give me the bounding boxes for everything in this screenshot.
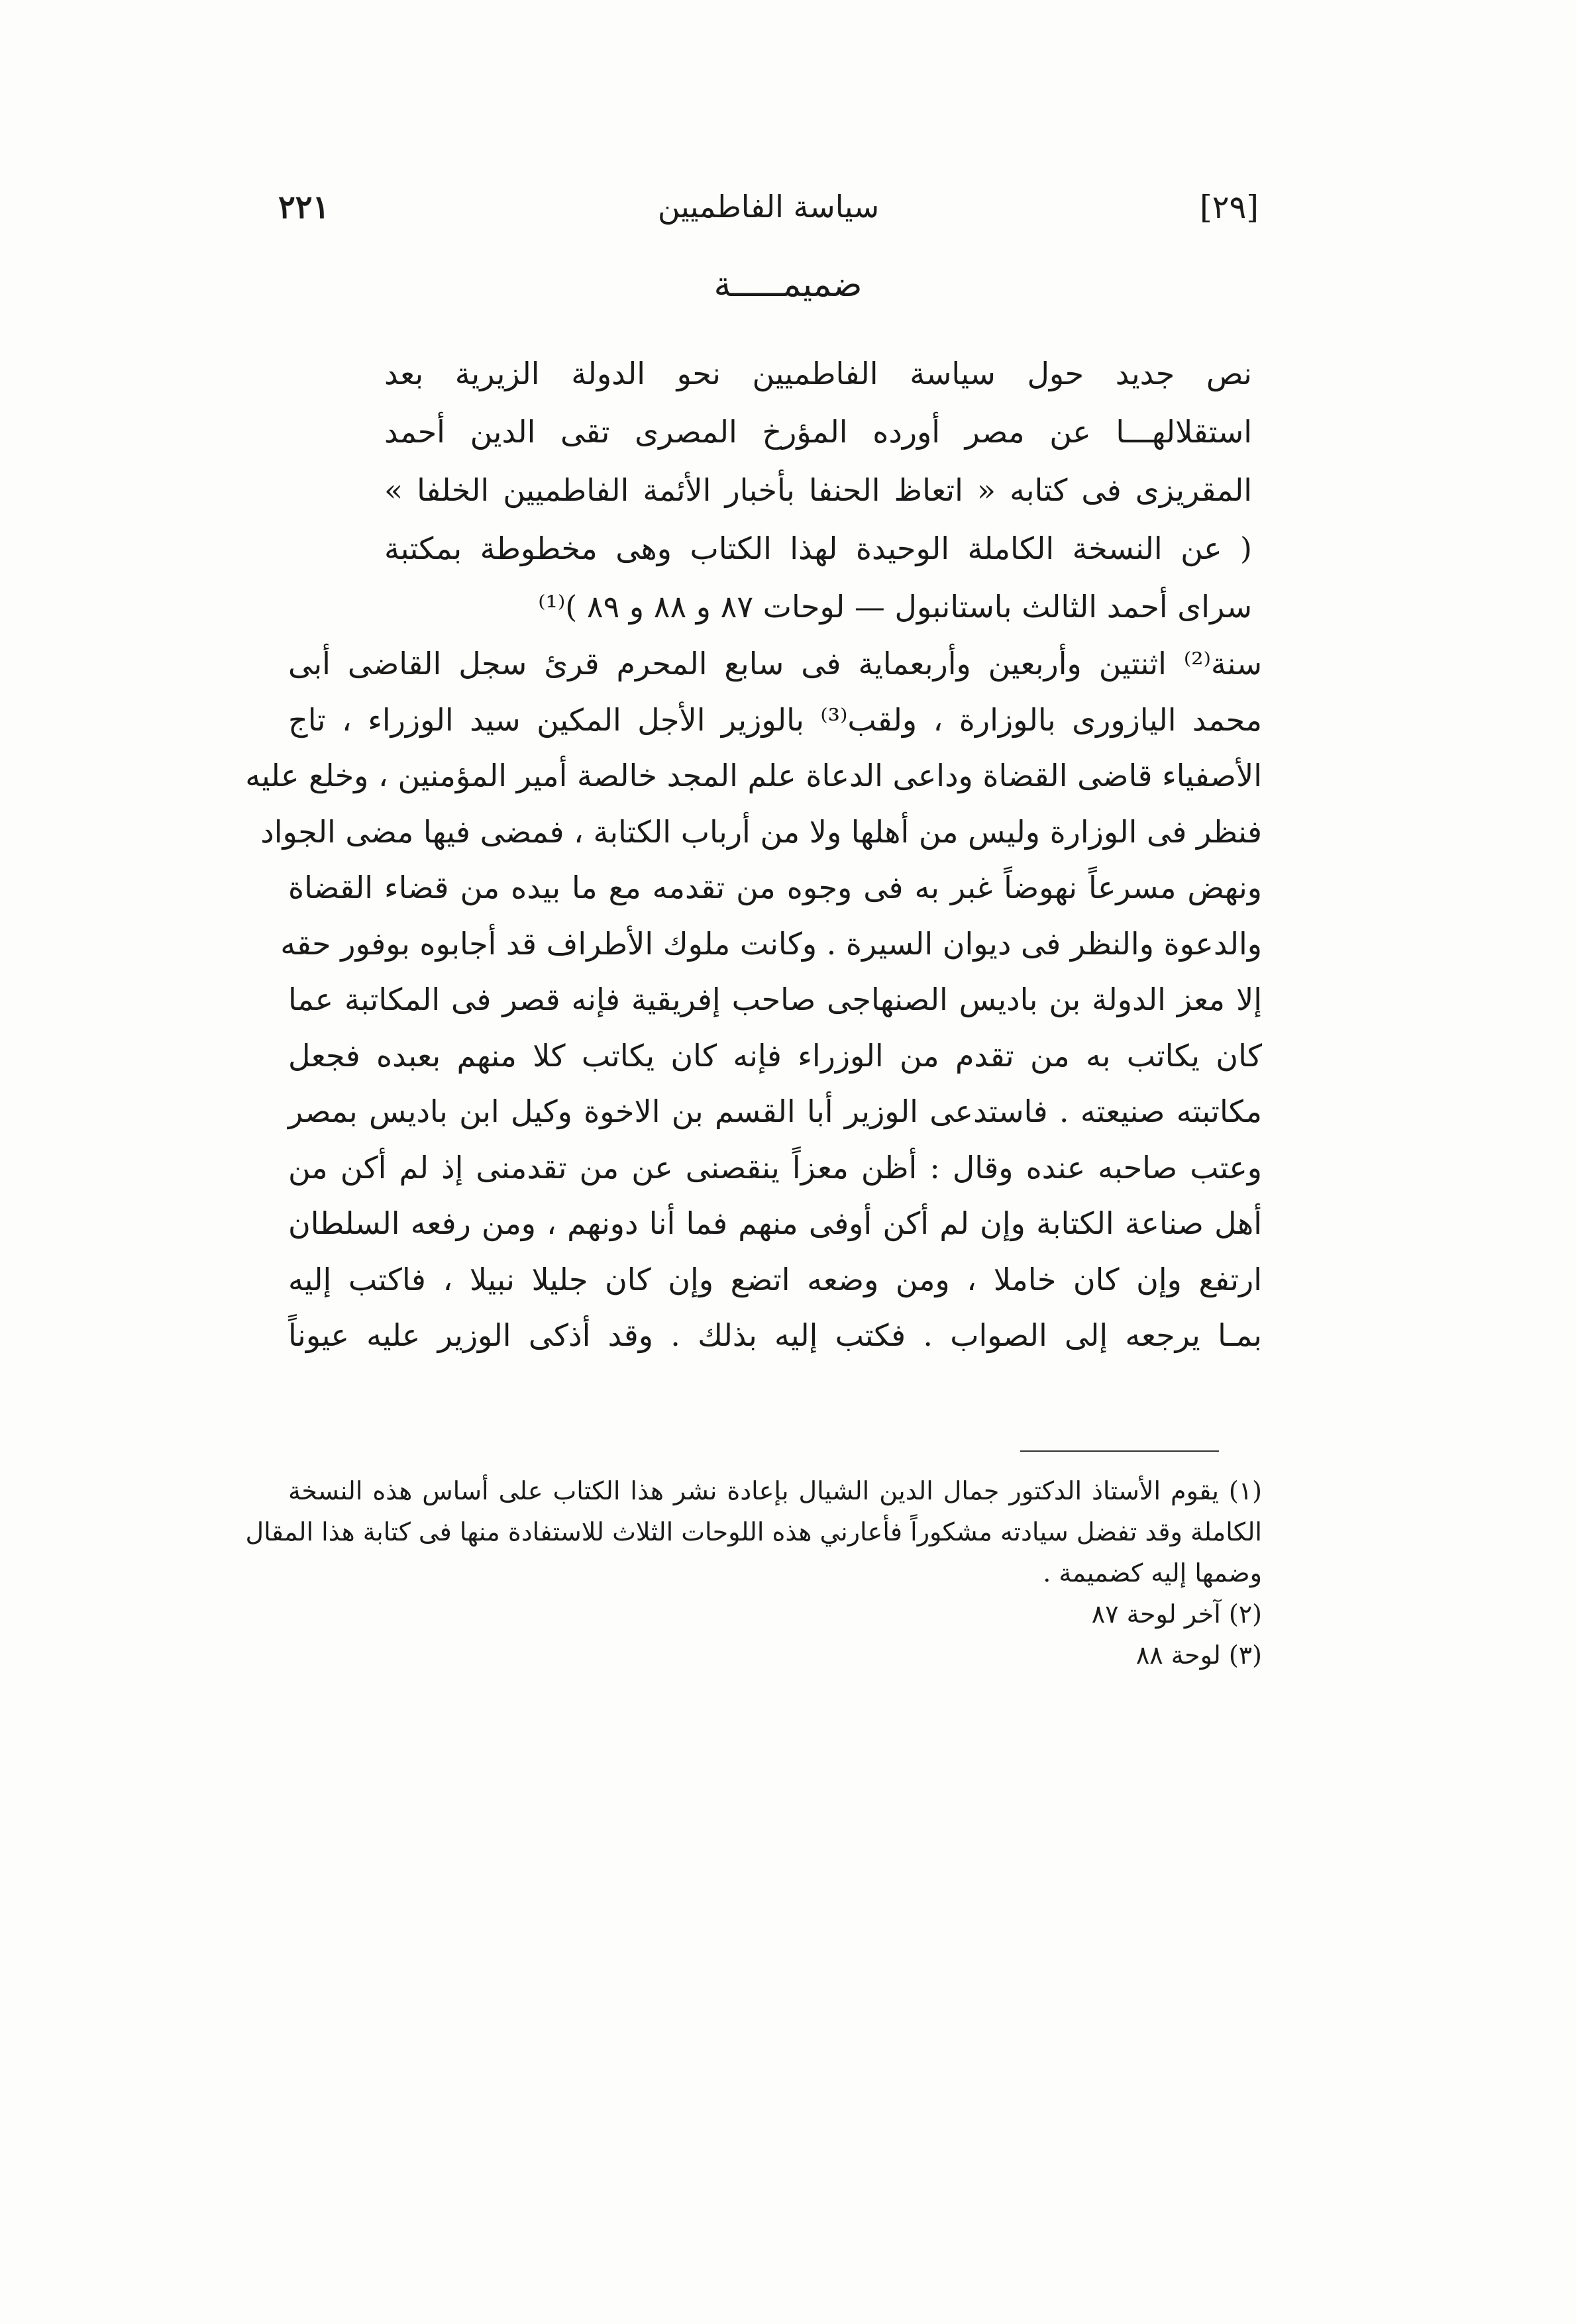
body-line: كان يكاتب به من تقدم من الوزراء فإنه كان يكاتب كلا منهم بعبده فجعل: [288, 1037, 1262, 1074]
intro-line: سراى أحمد الثالث باستانبول — لوحات ٨٧ و ٨٨ و ٨٩ )⁽¹⁾: [538, 589, 1252, 625]
body-line: إلا معز الدولة بن باديس الصنهاجى صاحب إفريقية فإنه قصر فى المكاتبة عما: [288, 982, 1262, 1017]
body-line: ونهض مسرعاً نهوضاً غبر به فى وجوه من تقدمه مع ما بيده من قضاء القضاة: [288, 870, 1262, 905]
folio-bracket: [٢٩]: [1199, 189, 1259, 226]
body-line: أهل صناعة الكتابة وإن لم أكن أوفى منهم فما أنا دونهم ، ومن رفعه السلطان: [288, 1205, 1262, 1241]
footnotes: [245, 1470, 1262, 1676]
intro-line: استقلالهـــا عن مصر أورده المؤرخ المصرى تقى الدين أحمد: [384, 414, 1252, 450]
body-line: الأصفياء قاضى القضاة وداعى الدعاة علم المجد خالصة أمير المؤمنين ، وخلع عليه: [245, 758, 1262, 793]
intro-line: نص جديد حول سياسة الفاطميين نحو الدولة الزيرية بعد: [384, 356, 1252, 391]
footnote-line: الكاملة وقد تفضل سيادته مشكوراً فأعارني هذه اللوحات الثلاث للاستفادة منها فى كتابة هذا المقال: [245, 1517, 1262, 1546]
intro-line: المقريزى فى كتابه « اتعاظ الحنفا بأخبار الأئمة الفاطميين الخلفا »: [384, 472, 1252, 508]
body-text: [245, 636, 1263, 1364]
page-header: [278, 189, 1259, 242]
footnote-line: وضمها إليه كضميمة .: [1043, 1558, 1262, 1588]
body-line: والدعوة والنظر فى ديوان السيرة . وكانت ملوك الأطراف قد أجابوه بوفور حقه: [280, 925, 1262, 962]
body-line: ارتفع وإن كان خاملا ، ومن وضعه اتضع وإن كان جليلا نبيلا ، فاكتب إليه: [288, 1261, 1262, 1297]
footnote-line: (٣) لوحة ٨٨: [1135, 1641, 1262, 1670]
intro-line: ( عن النسخة الكاملة الوحيدة لهذا الكتاب وهى مخطوطة بمكتبة: [384, 530, 1252, 566]
body-line: مكاتبته صنيعته . فاستدعى الوزير أبا القسم بن الاخوة وكيل ابن باديس بمصر: [288, 1093, 1262, 1129]
body-line: سنة⁽²⁾ اثنتين وأربعين وأربعماية فى سابع المحرم قرئ سجل القاضى أبى: [288, 646, 1262, 682]
footnote-line: (٢) آخر لوحة ٨٧: [1091, 1599, 1262, 1629]
body-line: محمد اليازورى بالوزارة ، ولقب⁽³⁾ بالوزير الأجل المكين سيد الوزراء ، تاج: [288, 701, 1263, 738]
appendix-title: ضميمـــــة: [713, 265, 863, 305]
body-line: بمـا يرجعه إلى الصواب . فكتب إليه بذلك . وقد أذكى الوزير عليه عيوناً: [288, 1317, 1262, 1353]
body-line: فنظر فى الوزارة وليس من أهلها ولا من أرباب الكتابة ، فمضى فيها مضى الجواد: [260, 813, 1262, 850]
footnote-rule: [1020, 1450, 1219, 1452]
footnote-line: (١) يقوم الأستاذ الدكتور جمال الدين الشيال بإعادة نشر هذا الكتاب على أساس هذه النسخة: [288, 1476, 1262, 1505]
intro-block: [384, 344, 1252, 636]
page-number: ٢٢١: [278, 189, 330, 226]
body-line: وعتب صاحبه عنده وقال : أظن معزاً ينقصنى عن من تقدمنى إذ لم أكن من: [288, 1149, 1262, 1186]
running-title: سياسة الفاطميين: [657, 189, 880, 225]
